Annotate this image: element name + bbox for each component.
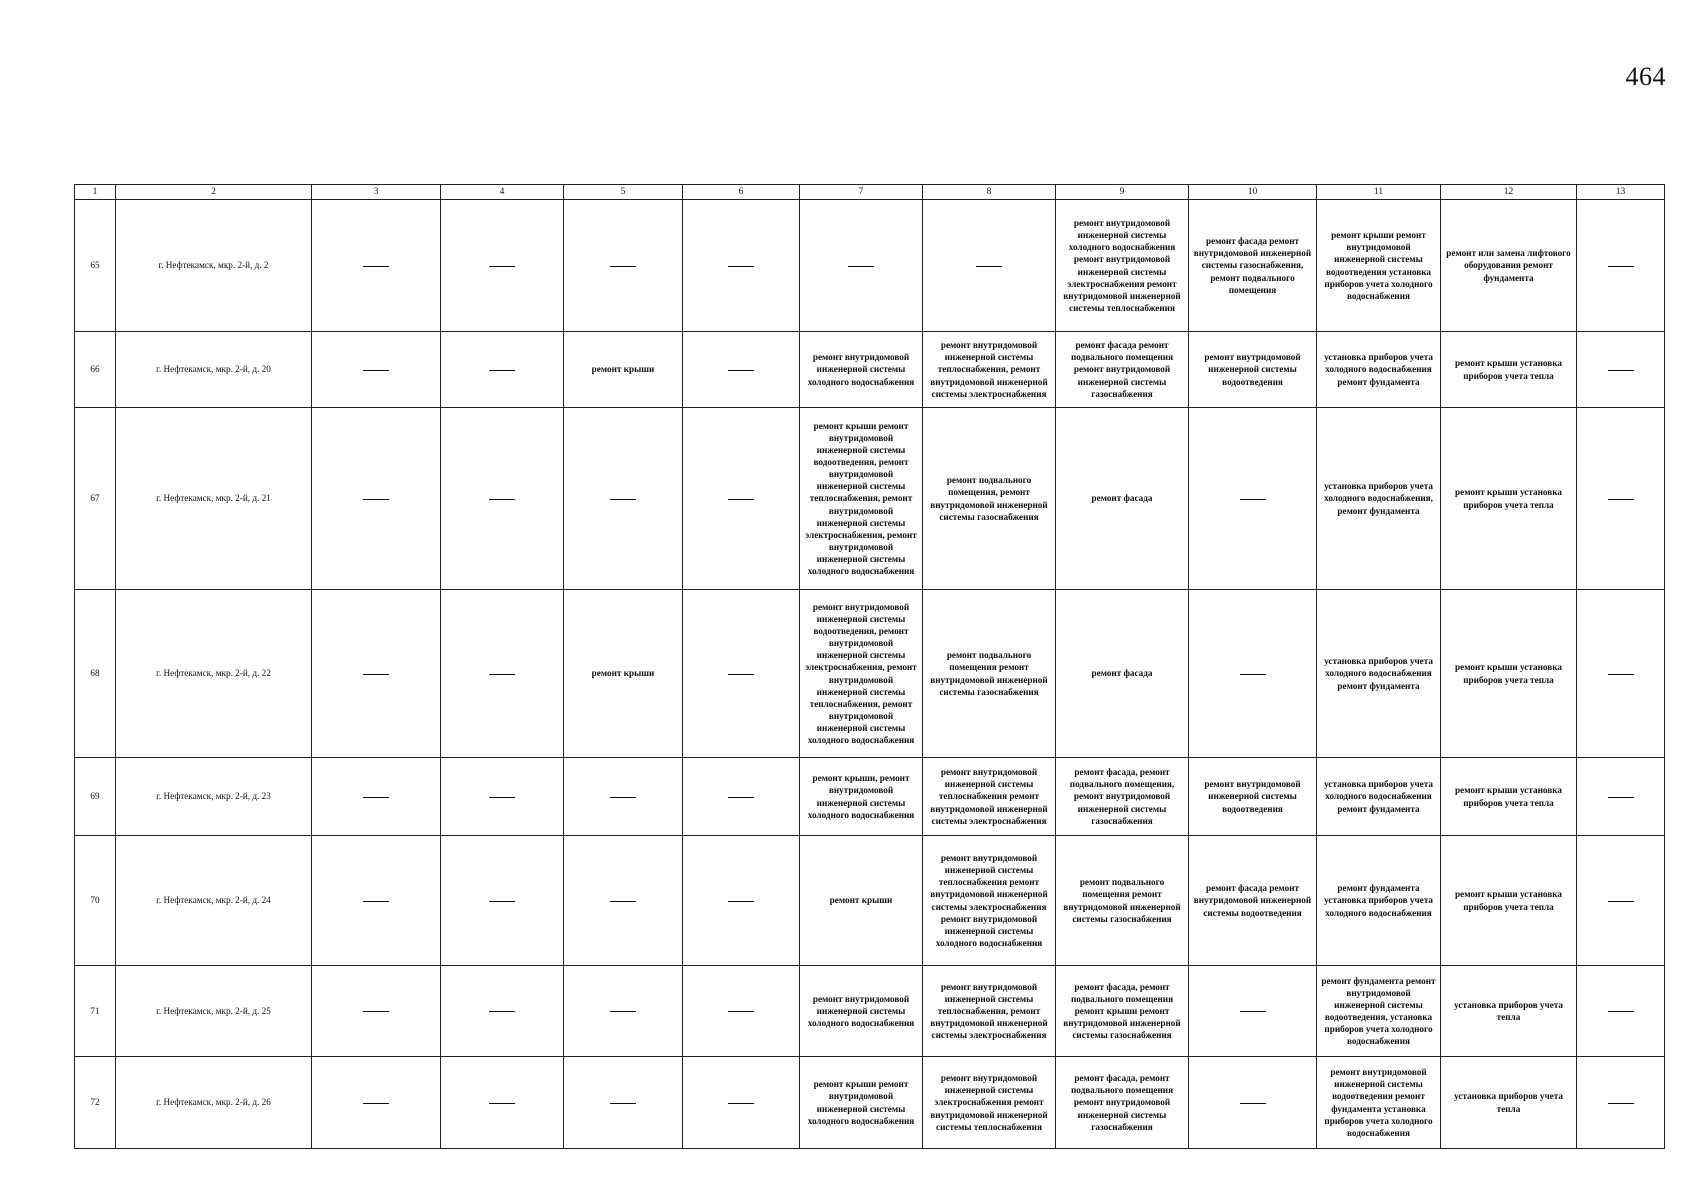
dash-mark [489,1011,515,1012]
work-cell: ремонт внутридомовой инженерной системы водоотведения [1189,332,1317,408]
work-cell: ремонт фасада [1056,590,1189,758]
dash-mark [1240,1103,1266,1104]
work-cell: установка приборов учета холодного водоснабжения ремонт фундамента [1317,758,1441,836]
dash-mark [728,1011,754,1012]
empty-cell [1577,200,1665,332]
work-cell: ремонт внутридомовой инженерной системы холодного водоснабжения ремонт внутридомовой инженерной системы электроснабжения ремонт внутридомовой инженерной системы теплоснабжения [1056,200,1189,332]
empty-cell [1189,966,1317,1057]
dash-mark [363,797,389,798]
empty-cell [1577,1057,1665,1149]
work-cell: ремонт крыши ремонт внутридомовой инженерной системы водоотведения, ремонт внутридомовой инженерной системы теплоснабжения, ремонт внутридомовой инженерной системы электроснабжения, ремонт внутридомовой инженерной системы холодного водоснабжения [800,408,923,590]
empty-cell [564,1057,683,1149]
dash-mark [610,901,636,902]
work-cell: ремонт крыши [564,332,683,408]
column-header: 11 [1317,185,1441,200]
empty-cell [312,200,441,332]
work-cell: ремонт фасада, ремонт подвального помещения ремонт внутридомовой инженерной системы газоснабжения [1056,1057,1189,1149]
empty-cell [683,332,800,408]
work-cell: ремонт внутридомовой инженерной системы теплоснабжения ремонт внутридомовой инженерной системы электроснабжения ремонт внутридомовой инженерной системы холодного водоснабжения [923,836,1056,966]
empty-cell [312,590,441,758]
dash-mark [363,901,389,902]
table-row [75,408,1665,590]
dash-mark [489,901,515,902]
column-header: 5 [564,185,683,200]
dash-mark [363,1103,389,1104]
work-cell: установка приборов учета холодного водоснабжения, ремонт фундамента [1317,408,1441,590]
dash-mark [363,674,389,675]
address-cell: г. Нефтекамск, мкр. 2-й, д. 24 [116,836,312,966]
dash-mark [610,499,636,500]
table-row [75,200,1665,332]
work-cell: ремонт подвального помещения, ремонт внутридомовой инженерной системы газоснабжения [923,408,1056,590]
work-cell: ремонт фасада, ремонт подвального помещения, ремонт внутридомовой инженерной системы газоснабжения [1056,758,1189,836]
work-cell: ремонт фундамента ремонт внутридомовой инженерной системы водоотведения, установка приборов учета холодного водоснабжения [1317,966,1441,1057]
address-cell: г. Нефтекамск, мкр. 2-й, д. 23 [116,758,312,836]
dash-mark [728,370,754,371]
empty-cell [1189,408,1317,590]
work-cell: ремонт фасада ремонт подвального помещения ремонт внутридомовой инженерной системы газоснабжения [1056,332,1189,408]
table-row [75,1057,1665,1149]
row-number: 68 [75,590,116,758]
dash-mark [976,266,1002,267]
column-header: 6 [683,185,800,200]
address-cell: г. Нефтекамск, мкр. 2-й, д. 20 [116,332,312,408]
dash-mark [610,1103,636,1104]
column-header: 7 [800,185,923,200]
work-cell: ремонт подвального помещения ремонт внутридомовой инженерной системы газоснабжения [923,590,1056,758]
empty-cell [312,1057,441,1149]
work-cell: ремонт внутридомовой инженерной системы водоотведения [1189,758,1317,836]
empty-cell [683,200,800,332]
address-cell: г. Нефтекамск, мкр. 2-й, д. 2 [116,200,312,332]
column-header: 3 [312,185,441,200]
dash-mark [363,499,389,500]
empty-cell [683,1057,800,1149]
dash-mark [1608,370,1634,371]
dash-mark [1608,797,1634,798]
work-cell: ремонт крыши установка приборов учета тепла [1441,332,1577,408]
empty-cell [441,836,564,966]
dash-mark [1240,674,1266,675]
row-number: 65 [75,200,116,332]
dash-mark [728,499,754,500]
empty-cell [564,408,683,590]
table-row [75,966,1665,1057]
empty-cell [441,332,564,408]
work-cell: установка приборов учета тепла [1441,966,1577,1057]
row-number: 71 [75,966,116,1057]
dash-mark [728,901,754,902]
column-header: 4 [441,185,564,200]
empty-cell [441,200,564,332]
work-cell: ремонт внутридомовой инженерной системы теплоснабжения, ремонт внутридомовой инженерной системы электроснабжения [923,966,1056,1057]
empty-cell [1577,590,1665,758]
empty-cell [683,408,800,590]
work-cell: ремонт внутридомовой инженерной системы водоотведения ремонт фундамента установка приборов учета холодного водоснабжения [1317,1057,1441,1149]
row-number: 69 [75,758,116,836]
dash-mark [489,1103,515,1104]
dash-mark [363,370,389,371]
empty-cell [564,758,683,836]
work-cell: ремонт крыши [564,590,683,758]
repair-schedule-table [74,184,1665,1149]
empty-cell [564,836,683,966]
page-number: 464 [1625,62,1666,91]
work-cell: ремонт крыши установка приборов учета тепла [1441,836,1577,966]
empty-cell [312,332,441,408]
address-cell: г. Нефтекамск, мкр. 2-й, д. 21 [116,408,312,590]
work-cell: ремонт внутридомовой инженерной системы электроснабжения ремонт внутридомовой инженерной системы теплоснабжения [923,1057,1056,1149]
column-header: 13 [1577,185,1665,200]
work-cell: ремонт крыши ремонт внутридомовой инженерной системы холодного водоснабжения [800,1057,923,1149]
dash-mark [1608,674,1634,675]
work-cell: ремонт крыши ремонт внутридомовой инженерной системы водоотведения установка приборов учета холодного водоснабжения [1317,200,1441,332]
empty-cell [564,966,683,1057]
work-cell: ремонт крыши установка приборов учета тепла [1441,758,1577,836]
empty-cell [800,200,923,332]
work-cell: ремонт крыши, ремонт внутридомовой инженерной системы холодного водоснабжения [800,758,923,836]
empty-cell [683,758,800,836]
empty-cell [441,1057,564,1149]
dash-mark [848,266,874,267]
work-cell: ремонт фасада ремонт внутридомовой инженерной системы газоснабжения, ремонт подвального помещения [1189,200,1317,332]
work-cell: ремонт внутридомовой инженерной системы теплоснабжения ремонт внутридомовой инженерной системы электроснабжения [923,758,1056,836]
dash-mark [728,1103,754,1104]
table-row [75,836,1665,966]
work-cell: ремонт внутридомовой инженерной системы холодного водоснабжения [800,966,923,1057]
column-header: 8 [923,185,1056,200]
column-header: 9 [1056,185,1189,200]
work-cell: установка приборов учета тепла [1441,1057,1577,1149]
empty-cell [1577,758,1665,836]
work-cell: ремонт или замена лифтового оборудования ремонт фундамента [1441,200,1577,332]
empty-cell [312,408,441,590]
empty-cell [1189,1057,1317,1149]
dash-mark [1608,1103,1634,1104]
header-row [75,185,1665,200]
work-cell: ремонт фасада, ремонт подвального помещения ремонт крыши ремонт внутридомовой инженерной системы газоснабжения [1056,966,1189,1057]
dash-mark [489,674,515,675]
empty-cell [683,590,800,758]
dash-mark [489,370,515,371]
row-number: 66 [75,332,116,408]
work-cell: ремонт фасада [1056,408,1189,590]
dash-mark [363,1011,389,1012]
work-cell: ремонт крыши установка приборов учета тепла [1441,408,1577,590]
table-row [75,758,1665,836]
dash-mark [489,797,515,798]
row-number: 67 [75,408,116,590]
dash-mark [489,499,515,500]
column-header: 1 [75,185,116,200]
empty-cell [441,590,564,758]
column-header: 10 [1189,185,1317,200]
empty-cell [312,836,441,966]
dash-mark [1240,499,1266,500]
dash-mark [1608,1011,1634,1012]
dash-mark [610,1011,636,1012]
dash-mark [610,266,636,267]
dash-mark [610,797,636,798]
empty-cell [683,836,800,966]
empty-cell [1189,590,1317,758]
dash-mark [1240,1011,1266,1012]
empty-cell [1577,332,1665,408]
empty-cell [312,758,441,836]
empty-cell [312,966,441,1057]
work-cell: ремонт фундамента установка приборов учета холодного водоснабжения [1317,836,1441,966]
work-cell: ремонт фасада ремонт внутридомовой инженерной системы водоотведения [1189,836,1317,966]
empty-cell [1577,966,1665,1057]
address-cell: г. Нефтекамск, мкр. 2-й, д. 25 [116,966,312,1057]
dash-mark [363,266,389,267]
work-cell: ремонт подвального помещения ремонт внутридомовой инженерной системы газоснабжения [1056,836,1189,966]
dash-mark [728,674,754,675]
dash-mark [1608,266,1634,267]
work-cell: ремонт внутридомовой инженерной системы теплоснабжения, ремонт внутридомовой инженерной системы электроснабжения [923,332,1056,408]
empty-cell [683,966,800,1057]
dash-mark [1608,499,1634,500]
empty-cell [441,758,564,836]
work-cell: ремонт крыши [800,836,923,966]
row-number: 72 [75,1057,116,1149]
work-cell: установка приборов учета холодного водоснабжения ремонт фундамента [1317,332,1441,408]
table-row [75,590,1665,758]
column-header: 12 [1441,185,1577,200]
empty-cell [1577,836,1665,966]
dash-mark [728,797,754,798]
work-cell: установка приборов учета холодного водоснабжения ремонт фундамента [1317,590,1441,758]
column-header: 2 [116,185,312,200]
empty-cell [923,200,1056,332]
dash-mark [489,266,515,267]
row-number: 70 [75,836,116,966]
address-cell: г. Нефтекамск, мкр. 2-й, д. 26 [116,1057,312,1149]
dash-mark [728,266,754,267]
dash-mark [1608,901,1634,902]
empty-cell [441,966,564,1057]
address-cell: г. Нефтекамск, мкр. 2-й, д. 22 [116,590,312,758]
table-row [75,332,1665,408]
work-cell: ремонт внутридомовой инженерной системы холодного водоснабжения [800,332,923,408]
empty-cell [441,408,564,590]
work-cell: ремонт крыши установка приборов учета тепла [1441,590,1577,758]
empty-cell [1577,408,1665,590]
empty-cell [564,200,683,332]
work-cell: ремонт внутридомовой инженерной системы водоотведения, ремонт внутридомовой инженерной системы электроснабжения, ремонт внутридомовой инженерной системы теплоснабжения, ремонт внутридомовой инженерной системы холодного водоснабжения [800,590,923,758]
